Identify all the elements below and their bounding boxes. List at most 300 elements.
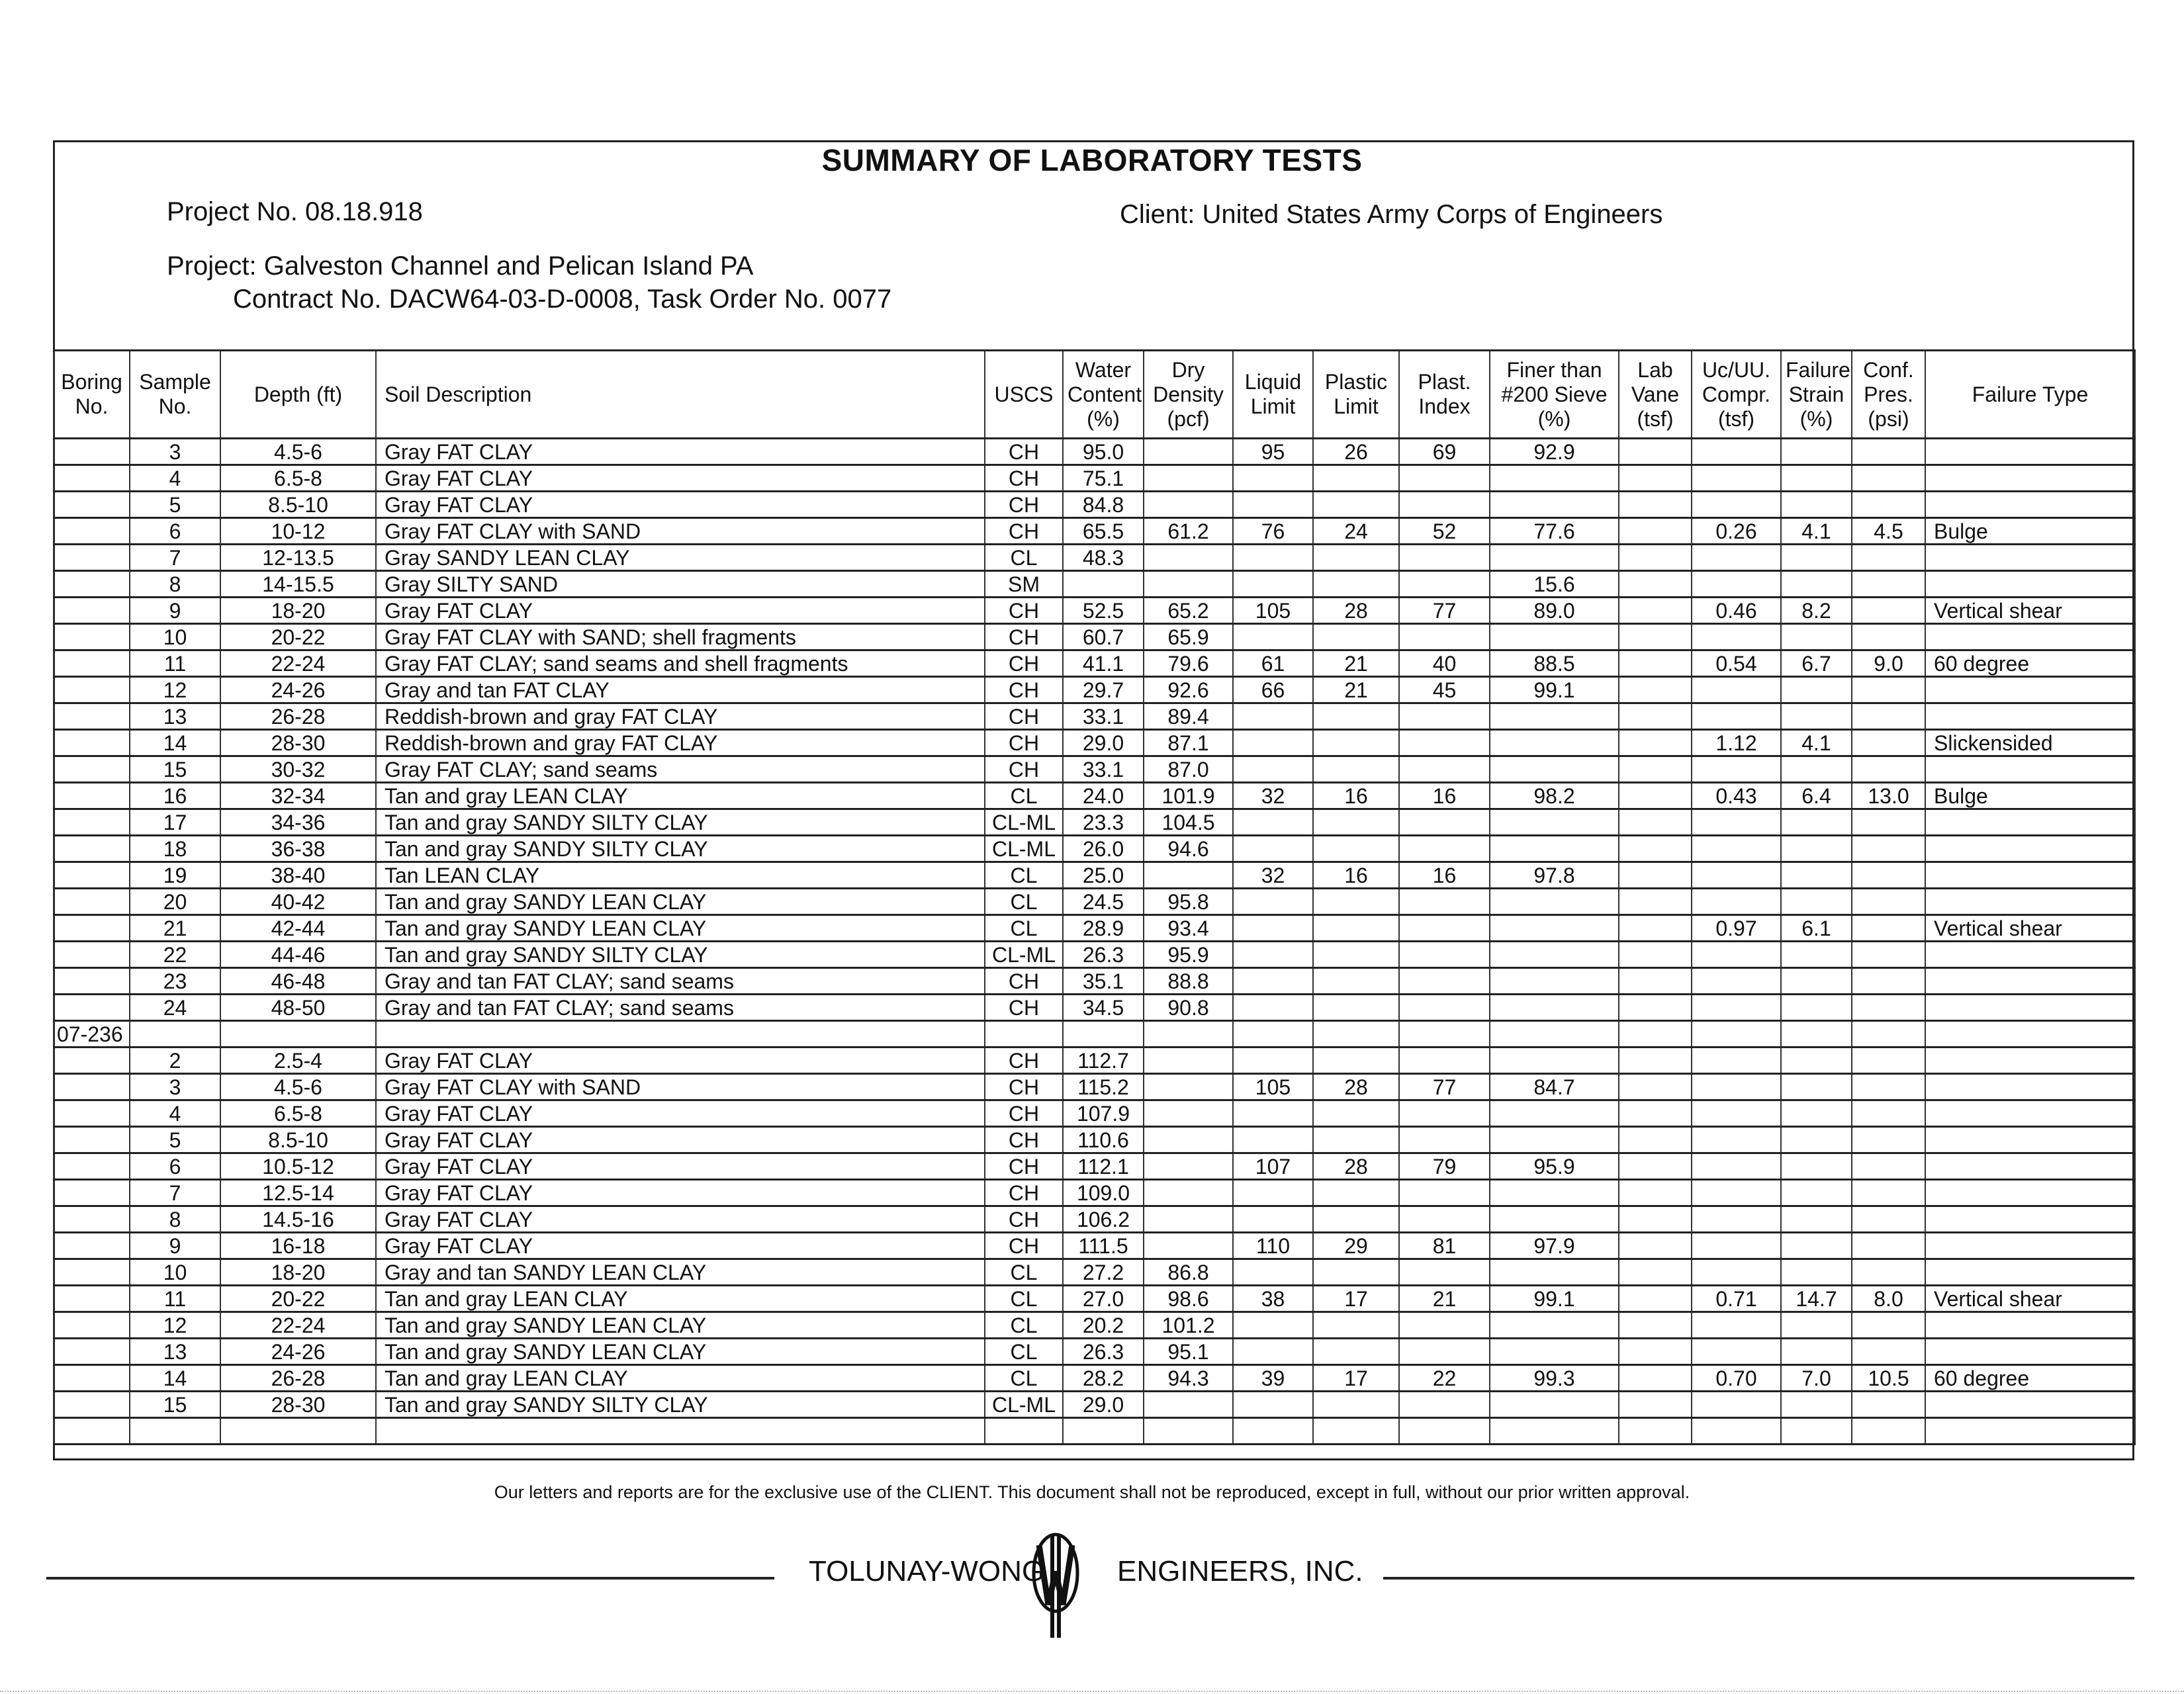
scan-edge [0, 1691, 2184, 1693]
cell-finer-than-200 [1490, 756, 1619, 783]
cell-liquid-limit [1233, 836, 1313, 862]
cell-uscs: CH [985, 518, 1063, 545]
cell-plasticity-index: 40 [1399, 650, 1490, 677]
cell-water-content: 110.6 [1063, 1127, 1144, 1153]
cell-soil-description [376, 1021, 985, 1048]
cell-finer-than-200 [1490, 1206, 1619, 1233]
cell-conf-pres [1852, 889, 1925, 915]
cell-lab-vane [1619, 915, 1692, 942]
cell-lab-vane [1619, 1339, 1692, 1365]
cell-uscs: CL-ML [985, 809, 1063, 836]
cell-depth: 42-44 [220, 915, 376, 942]
cell-plastic-limit [1313, 915, 1399, 942]
cell-boring-no [54, 1418, 130, 1445]
cell-uscs: CL [985, 1259, 1063, 1286]
cell-soil-description: Gray FAT CLAY [376, 1048, 985, 1074]
cell-failure-strain: 4.1 [1781, 518, 1852, 545]
cell-water-content: 23.3 [1063, 809, 1144, 836]
cell-sample-no: 16 [130, 783, 220, 809]
cell-uc-uu-compr [1692, 703, 1781, 730]
cell-soil-description: Tan and gray SANDY LEAN CLAY [376, 889, 985, 915]
table-header-row [54, 351, 2135, 439]
cell-failure-strain [1781, 1206, 1852, 1233]
cell-liquid-limit [1233, 1180, 1313, 1206]
cell-failure-strain [1781, 942, 1852, 968]
cell-finer-than-200: 89.0 [1490, 598, 1619, 624]
cell-uc-uu-compr [1692, 836, 1781, 862]
cell-uscs: CL [985, 1339, 1063, 1365]
cell-failure-type [1925, 703, 2135, 730]
cell-uscs: CH [985, 1206, 1063, 1233]
cell-failure-strain [1781, 1021, 1852, 1048]
cell-liquid-limit: 61 [1233, 650, 1313, 677]
cell-failure-type: Vertical shear [1925, 915, 2135, 942]
cell-failure-type [1925, 1100, 2135, 1127]
cell-plasticity-index [1399, 1392, 1490, 1418]
cell-lab-vane [1619, 571, 1692, 598]
cell-lab-vane [1619, 465, 1692, 492]
cell-failure-strain [1781, 703, 1852, 730]
cell-water-content: 34.5 [1063, 995, 1144, 1021]
cell-depth: 22-24 [220, 650, 376, 677]
cell-depth: 32-34 [220, 783, 376, 809]
cell-dry-density [1144, 1021, 1233, 1048]
cell-lab-vane [1619, 1418, 1692, 1445]
cell-conf-pres [1852, 1021, 1925, 1048]
cell-depth: 16-18 [220, 1233, 376, 1259]
cell-liquid-limit [1233, 942, 1313, 968]
cell-conf-pres [1852, 809, 1925, 836]
cell-plastic-limit: 28 [1313, 1153, 1399, 1180]
cell-boring-no [54, 1100, 130, 1127]
cell-water-content: 27.0 [1063, 1286, 1144, 1312]
cell-liquid-limit: 32 [1233, 783, 1313, 809]
cell-water-content [1063, 571, 1144, 598]
cell-uscs: CH [985, 1048, 1063, 1074]
cell-failure-type [1925, 1153, 2135, 1180]
cell-soil-description: Gray and tan FAT CLAY; sand seams [376, 968, 985, 995]
cell-plasticity-index: 16 [1399, 783, 1490, 809]
cell-finer-than-200 [1490, 995, 1619, 1021]
cell-sample-no: 19 [130, 862, 220, 889]
cell-sample-no: 9 [130, 1233, 220, 1259]
footer-rule-right [1383, 1577, 2134, 1580]
cell-liquid-limit [1233, 1339, 1313, 1365]
cell-soil-description: Tan and gray SANDY SILTY CLAY [376, 1392, 985, 1418]
cell-soil-description: Gray and tan FAT CLAY [376, 677, 985, 703]
cell-water-content: 20.2 [1063, 1312, 1144, 1339]
cell-dry-density: 95.1 [1144, 1339, 1233, 1365]
cell-sample-no: 24 [130, 995, 220, 1021]
cell-boring-no [54, 650, 130, 677]
cell-water-content: 28.2 [1063, 1365, 1144, 1392]
cell-water-content [1063, 1418, 1144, 1445]
cell-failure-strain [1781, 677, 1852, 703]
cell-uc-uu-compr [1692, 942, 1781, 968]
cell-lab-vane [1619, 836, 1692, 862]
cell-soil-description: Gray FAT CLAY with SAND; shell fragments [376, 624, 985, 650]
cell-dry-density [1144, 1206, 1233, 1233]
cell-plasticity-index: 22 [1399, 1365, 1490, 1392]
cell-finer-than-200 [1490, 968, 1619, 995]
cell-depth: 4.5-6 [220, 1074, 376, 1100]
cell-conf-pres [1852, 1127, 1925, 1153]
footer-rule-left [46, 1577, 774, 1580]
cell-lab-vane [1619, 545, 1692, 571]
cell-plasticity-index [1399, 1127, 1490, 1153]
cell-depth [220, 1021, 376, 1048]
cell-lab-vane [1619, 756, 1692, 783]
cell-uc-uu-compr [1692, 1048, 1781, 1074]
cell-soil-description: Gray FAT CLAY [376, 598, 985, 624]
cell-plastic-limit [1313, 492, 1399, 518]
cell-failure-type [1925, 1339, 2135, 1365]
table-row [54, 1048, 2135, 1074]
cell-lab-vane [1619, 1021, 1692, 1048]
table-row [54, 1233, 2135, 1259]
cell-depth: 10-12 [220, 518, 376, 545]
cell-depth: 20-22 [220, 1286, 376, 1312]
cell-dry-density [1144, 862, 1233, 889]
cell-plastic-limit [1313, 1100, 1399, 1127]
cell-dry-density: 87.1 [1144, 730, 1233, 756]
project-name: Project: Galveston Channel and Pelican Island PA [167, 251, 754, 281]
cell-lab-vane [1619, 809, 1692, 836]
cell-dry-density: 101.9 [1144, 783, 1233, 809]
cell-plasticity-index [1399, 995, 1490, 1021]
cell-conf-pres [1852, 1259, 1925, 1286]
cell-finer-than-200 [1490, 545, 1619, 571]
cell-liquid-limit [1233, 756, 1313, 783]
cell-liquid-limit [1233, 1418, 1313, 1445]
cell-sample-no: 10 [130, 624, 220, 650]
cell-boring-no [54, 783, 130, 809]
cell-failure-type [1925, 889, 2135, 915]
cell-lab-vane [1619, 1233, 1692, 1259]
cell-depth: 28-30 [220, 730, 376, 756]
cell-uscs: CH [985, 598, 1063, 624]
cell-plastic-limit [1313, 465, 1399, 492]
cell-water-content: 107.9 [1063, 1100, 1144, 1127]
table-row [54, 809, 2135, 836]
cell-failure-type [1925, 756, 2135, 783]
cell-uc-uu-compr [1692, 545, 1781, 571]
cell-liquid-limit: 107 [1233, 1153, 1313, 1180]
cell-boring-no [54, 730, 130, 756]
cell-failure-strain [1781, 1418, 1852, 1445]
cell-failure-type: Vertical shear [1925, 598, 2135, 624]
cell-uscs: CL-ML [985, 1392, 1063, 1418]
cell-finer-than-200: 88.5 [1490, 650, 1619, 677]
cell-conf-pres [1852, 915, 1925, 942]
cell-plastic-limit [1313, 624, 1399, 650]
cell-dry-density [1144, 1048, 1233, 1074]
cell-boring-no [54, 862, 130, 889]
cell-dry-density [1144, 1127, 1233, 1153]
table-row [54, 624, 2135, 650]
cell-uscs [985, 1021, 1063, 1048]
cell-soil-description: Gray FAT CLAY [376, 1100, 985, 1127]
cell-conf-pres [1852, 545, 1925, 571]
cell-uc-uu-compr [1692, 1206, 1781, 1233]
table-row [54, 1180, 2135, 1206]
cell-failure-type [1925, 1074, 2135, 1100]
cell-water-content: 25.0 [1063, 862, 1144, 889]
cell-sample-no: 23 [130, 968, 220, 995]
cell-sample-no: 2 [130, 1048, 220, 1074]
cell-finer-than-200: 99.1 [1490, 1286, 1619, 1312]
cell-sample-no: 12 [130, 1312, 220, 1339]
cell-lab-vane [1619, 1180, 1692, 1206]
cell-finer-than-200 [1490, 942, 1619, 968]
cell-depth: 6.5-8 [220, 1100, 376, 1127]
tw-logo-icon [1019, 1532, 1092, 1641]
cell-conf-pres [1852, 1418, 1925, 1445]
cell-finer-than-200 [1490, 1418, 1619, 1445]
cell-plastic-limit: 24 [1313, 518, 1399, 545]
cell-water-content: 29.0 [1063, 1392, 1144, 1418]
cell-failure-strain [1781, 1127, 1852, 1153]
cell-liquid-limit [1233, 809, 1313, 836]
cell-failure-strain [1781, 1074, 1852, 1100]
cell-soil-description: Tan and gray LEAN CLAY [376, 1286, 985, 1312]
table-row [54, 836, 2135, 862]
cell-water-content: 95.0 [1063, 439, 1144, 465]
cell-dry-density [1144, 465, 1233, 492]
cell-dry-density: 65.2 [1144, 598, 1233, 624]
cell-finer-than-200: 97.9 [1490, 1233, 1619, 1259]
cell-uscs: CL [985, 1365, 1063, 1392]
table-body [54, 439, 2135, 1445]
cell-depth: 34-36 [220, 809, 376, 836]
cell-lab-vane [1619, 942, 1692, 968]
cell-conf-pres [1852, 571, 1925, 598]
cell-boring-no [54, 492, 130, 518]
cell-uc-uu-compr: 0.97 [1692, 915, 1781, 942]
cell-failure-type [1925, 942, 2135, 968]
cell-soil-description: Tan and gray SANDY LEAN CLAY [376, 1339, 985, 1365]
cell-water-content: 106.2 [1063, 1206, 1144, 1233]
col-uscs: USCS [985, 351, 1063, 439]
cell-conf-pres [1852, 492, 1925, 518]
cell-lab-vane [1619, 677, 1692, 703]
cell-plasticity-index: 21 [1399, 1286, 1490, 1312]
cell-soil-description: Tan and gray SANDY SILTY CLAY [376, 942, 985, 968]
cell-dry-density: 86.8 [1144, 1259, 1233, 1286]
cell-plastic-limit [1313, 756, 1399, 783]
cell-soil-description: Gray FAT CLAY with SAND [376, 1074, 985, 1100]
cell-liquid-limit [1233, 545, 1313, 571]
cell-dry-density: 94.3 [1144, 1365, 1233, 1392]
cell-plastic-limit [1313, 1206, 1399, 1233]
cell-soil-description: Gray FAT CLAY [376, 1180, 985, 1206]
cell-uscs: CH [985, 492, 1063, 518]
cell-failure-type [1925, 465, 2135, 492]
table-row [54, 465, 2135, 492]
cell-plasticity-index [1399, 836, 1490, 862]
table-row [54, 1153, 2135, 1180]
col-dry-density: Dry Density (pcf) [1144, 351, 1233, 439]
cell-lab-vane [1619, 1153, 1692, 1180]
cell-failure-strain [1781, 1048, 1852, 1074]
cell-failure-strain: 14.7 [1781, 1286, 1852, 1312]
cell-finer-than-200 [1490, 1021, 1619, 1048]
table-row [54, 571, 2135, 598]
cell-failure-type [1925, 809, 2135, 836]
cell-failure-strain: 8.2 [1781, 598, 1852, 624]
cell-boring-no [54, 703, 130, 730]
cell-soil-description: Gray FAT CLAY [376, 1153, 985, 1180]
cell-uc-uu-compr [1692, 571, 1781, 598]
contract-number: Contract No. DACW64-03-D-0008, Task Order No. 0077 [233, 285, 892, 314]
cell-uscs: CL [985, 915, 1063, 942]
cell-conf-pres: 9.0 [1852, 650, 1925, 677]
cell-dry-density [1144, 545, 1233, 571]
col-boring-no: Boring No. [54, 351, 130, 439]
cell-plasticity-index: 16 [1399, 862, 1490, 889]
cell-liquid-limit [1233, 915, 1313, 942]
col-failure-type: Failure Type [1925, 351, 2135, 439]
cell-dry-density: 104.5 [1144, 809, 1233, 836]
cell-conf-pres: 10.5 [1852, 1365, 1925, 1392]
cell-dry-density [1144, 1100, 1233, 1127]
cell-plasticity-index [1399, 1021, 1490, 1048]
cell-conf-pres [1852, 1206, 1925, 1233]
cell-uscs: CH [985, 650, 1063, 677]
cell-dry-density [1144, 492, 1233, 518]
cell-plastic-limit: 17 [1313, 1286, 1399, 1312]
cell-failure-strain [1781, 1180, 1852, 1206]
cell-boring-no [54, 1127, 130, 1153]
cell-boring-no [54, 995, 130, 1021]
cell-plastic-limit [1313, 545, 1399, 571]
cell-failure-type: 60 degree [1925, 650, 2135, 677]
cell-water-content: 33.1 [1063, 756, 1144, 783]
cell-uc-uu-compr [1692, 465, 1781, 492]
cell-depth: 26-28 [220, 1365, 376, 1392]
cell-plastic-limit: 16 [1313, 783, 1399, 809]
cell-sample-no: 14 [130, 1365, 220, 1392]
cell-plasticity-index [1399, 915, 1490, 942]
cell-depth: 6.5-8 [220, 465, 376, 492]
cell-lab-vane [1619, 995, 1692, 1021]
cell-depth: 38-40 [220, 862, 376, 889]
cell-boring-no [54, 677, 130, 703]
cell-plastic-limit [1313, 703, 1399, 730]
table-row [54, 1365, 2135, 1392]
cell-uc-uu-compr: 0.54 [1692, 650, 1781, 677]
cell-uscs: CH [985, 730, 1063, 756]
cell-sample-no: 11 [130, 650, 220, 677]
cell-uc-uu-compr [1692, 1392, 1781, 1418]
cell-soil-description: Gray and tan FAT CLAY; sand seams [376, 995, 985, 1021]
cell-soil-description: Tan and gray SANDY SILTY CLAY [376, 836, 985, 862]
cell-failure-type [1925, 571, 2135, 598]
cell-failure-type [1925, 968, 2135, 995]
cell-conf-pres: 4.5 [1852, 518, 1925, 545]
cell-lab-vane [1619, 889, 1692, 915]
cell-liquid-limit [1233, 703, 1313, 730]
cell-uscs: CL-ML [985, 836, 1063, 862]
cell-soil-description: Tan LEAN CLAY [376, 862, 985, 889]
cell-soil-description: Gray SANDY LEAN CLAY [376, 545, 985, 571]
cell-plasticity-index [1399, 1100, 1490, 1127]
cell-soil-description: Reddish-brown and gray FAT CLAY [376, 730, 985, 756]
cell-plasticity-index [1399, 571, 1490, 598]
cell-uc-uu-compr [1692, 995, 1781, 1021]
cell-sample-no: 3 [130, 1074, 220, 1100]
cell-conf-pres [1852, 1233, 1925, 1259]
cell-plastic-limit: 28 [1313, 598, 1399, 624]
cell-plasticity-index [1399, 1312, 1490, 1339]
cell-conf-pres [1852, 598, 1925, 624]
cell-failure-type [1925, 1180, 2135, 1206]
cell-soil-description: Tan and gray LEAN CLAY [376, 1365, 985, 1392]
cell-failure-strain [1781, 836, 1852, 862]
cell-finer-than-200 [1490, 889, 1619, 915]
cell-failure-type [1925, 624, 2135, 650]
cell-conf-pres [1852, 1180, 1925, 1206]
table-row [54, 889, 2135, 915]
cell-uscs: CH [985, 677, 1063, 703]
cell-plasticity-index [1399, 942, 1490, 968]
cell-conf-pres [1852, 677, 1925, 703]
cell-uc-uu-compr [1692, 889, 1781, 915]
col-plastic-limit: Plastic Limit [1313, 351, 1399, 439]
col-sample-no: Sample No. [130, 351, 220, 439]
cell-conf-pres [1852, 465, 1925, 492]
table-row [54, 783, 2135, 809]
cell-sample-no: 22 [130, 942, 220, 968]
cell-soil-description: Gray FAT CLAY; sand seams [376, 756, 985, 783]
cell-soil-description: Gray SILTY SAND [376, 571, 985, 598]
cell-plastic-limit [1313, 1259, 1399, 1286]
cell-boring-no [54, 889, 130, 915]
cell-conf-pres [1852, 862, 1925, 889]
cell-water-content: 33.1 [1063, 703, 1144, 730]
cell-plasticity-index [1399, 465, 1490, 492]
cell-uc-uu-compr [1692, 624, 1781, 650]
cell-finer-than-200: 92.9 [1490, 439, 1619, 465]
cell-finer-than-200 [1490, 465, 1619, 492]
cell-conf-pres: 8.0 [1852, 1286, 1925, 1312]
cell-uc-uu-compr: 0.46 [1692, 598, 1781, 624]
cell-conf-pres: 13.0 [1852, 783, 1925, 809]
cell-boring-no [54, 571, 130, 598]
cell-finer-than-200 [1490, 836, 1619, 862]
cell-depth: 8.5-10 [220, 1127, 376, 1153]
cell-dry-density [1144, 1074, 1233, 1100]
cell-boring-no [54, 545, 130, 571]
cell-sample-no: 3 [130, 439, 220, 465]
cell-dry-density [1144, 439, 1233, 465]
cell-conf-pres [1852, 1048, 1925, 1074]
cell-liquid-limit [1233, 492, 1313, 518]
cell-uscs: CL [985, 545, 1063, 571]
cell-uc-uu-compr [1692, 1312, 1781, 1339]
cell-plastic-limit: 29 [1313, 1233, 1399, 1259]
cell-water-content: 112.1 [1063, 1153, 1144, 1180]
cell-failure-type [1925, 1259, 2135, 1286]
cell-conf-pres [1852, 1312, 1925, 1339]
cell-dry-density: 65.9 [1144, 624, 1233, 650]
table-row [54, 598, 2135, 624]
table-row [54, 518, 2135, 545]
project-number: Project No. 08.18.918 [167, 197, 423, 226]
cell-failure-type [1925, 1233, 2135, 1259]
cell-uc-uu-compr [1692, 1339, 1781, 1365]
cell-dry-density: 90.8 [1144, 995, 1233, 1021]
